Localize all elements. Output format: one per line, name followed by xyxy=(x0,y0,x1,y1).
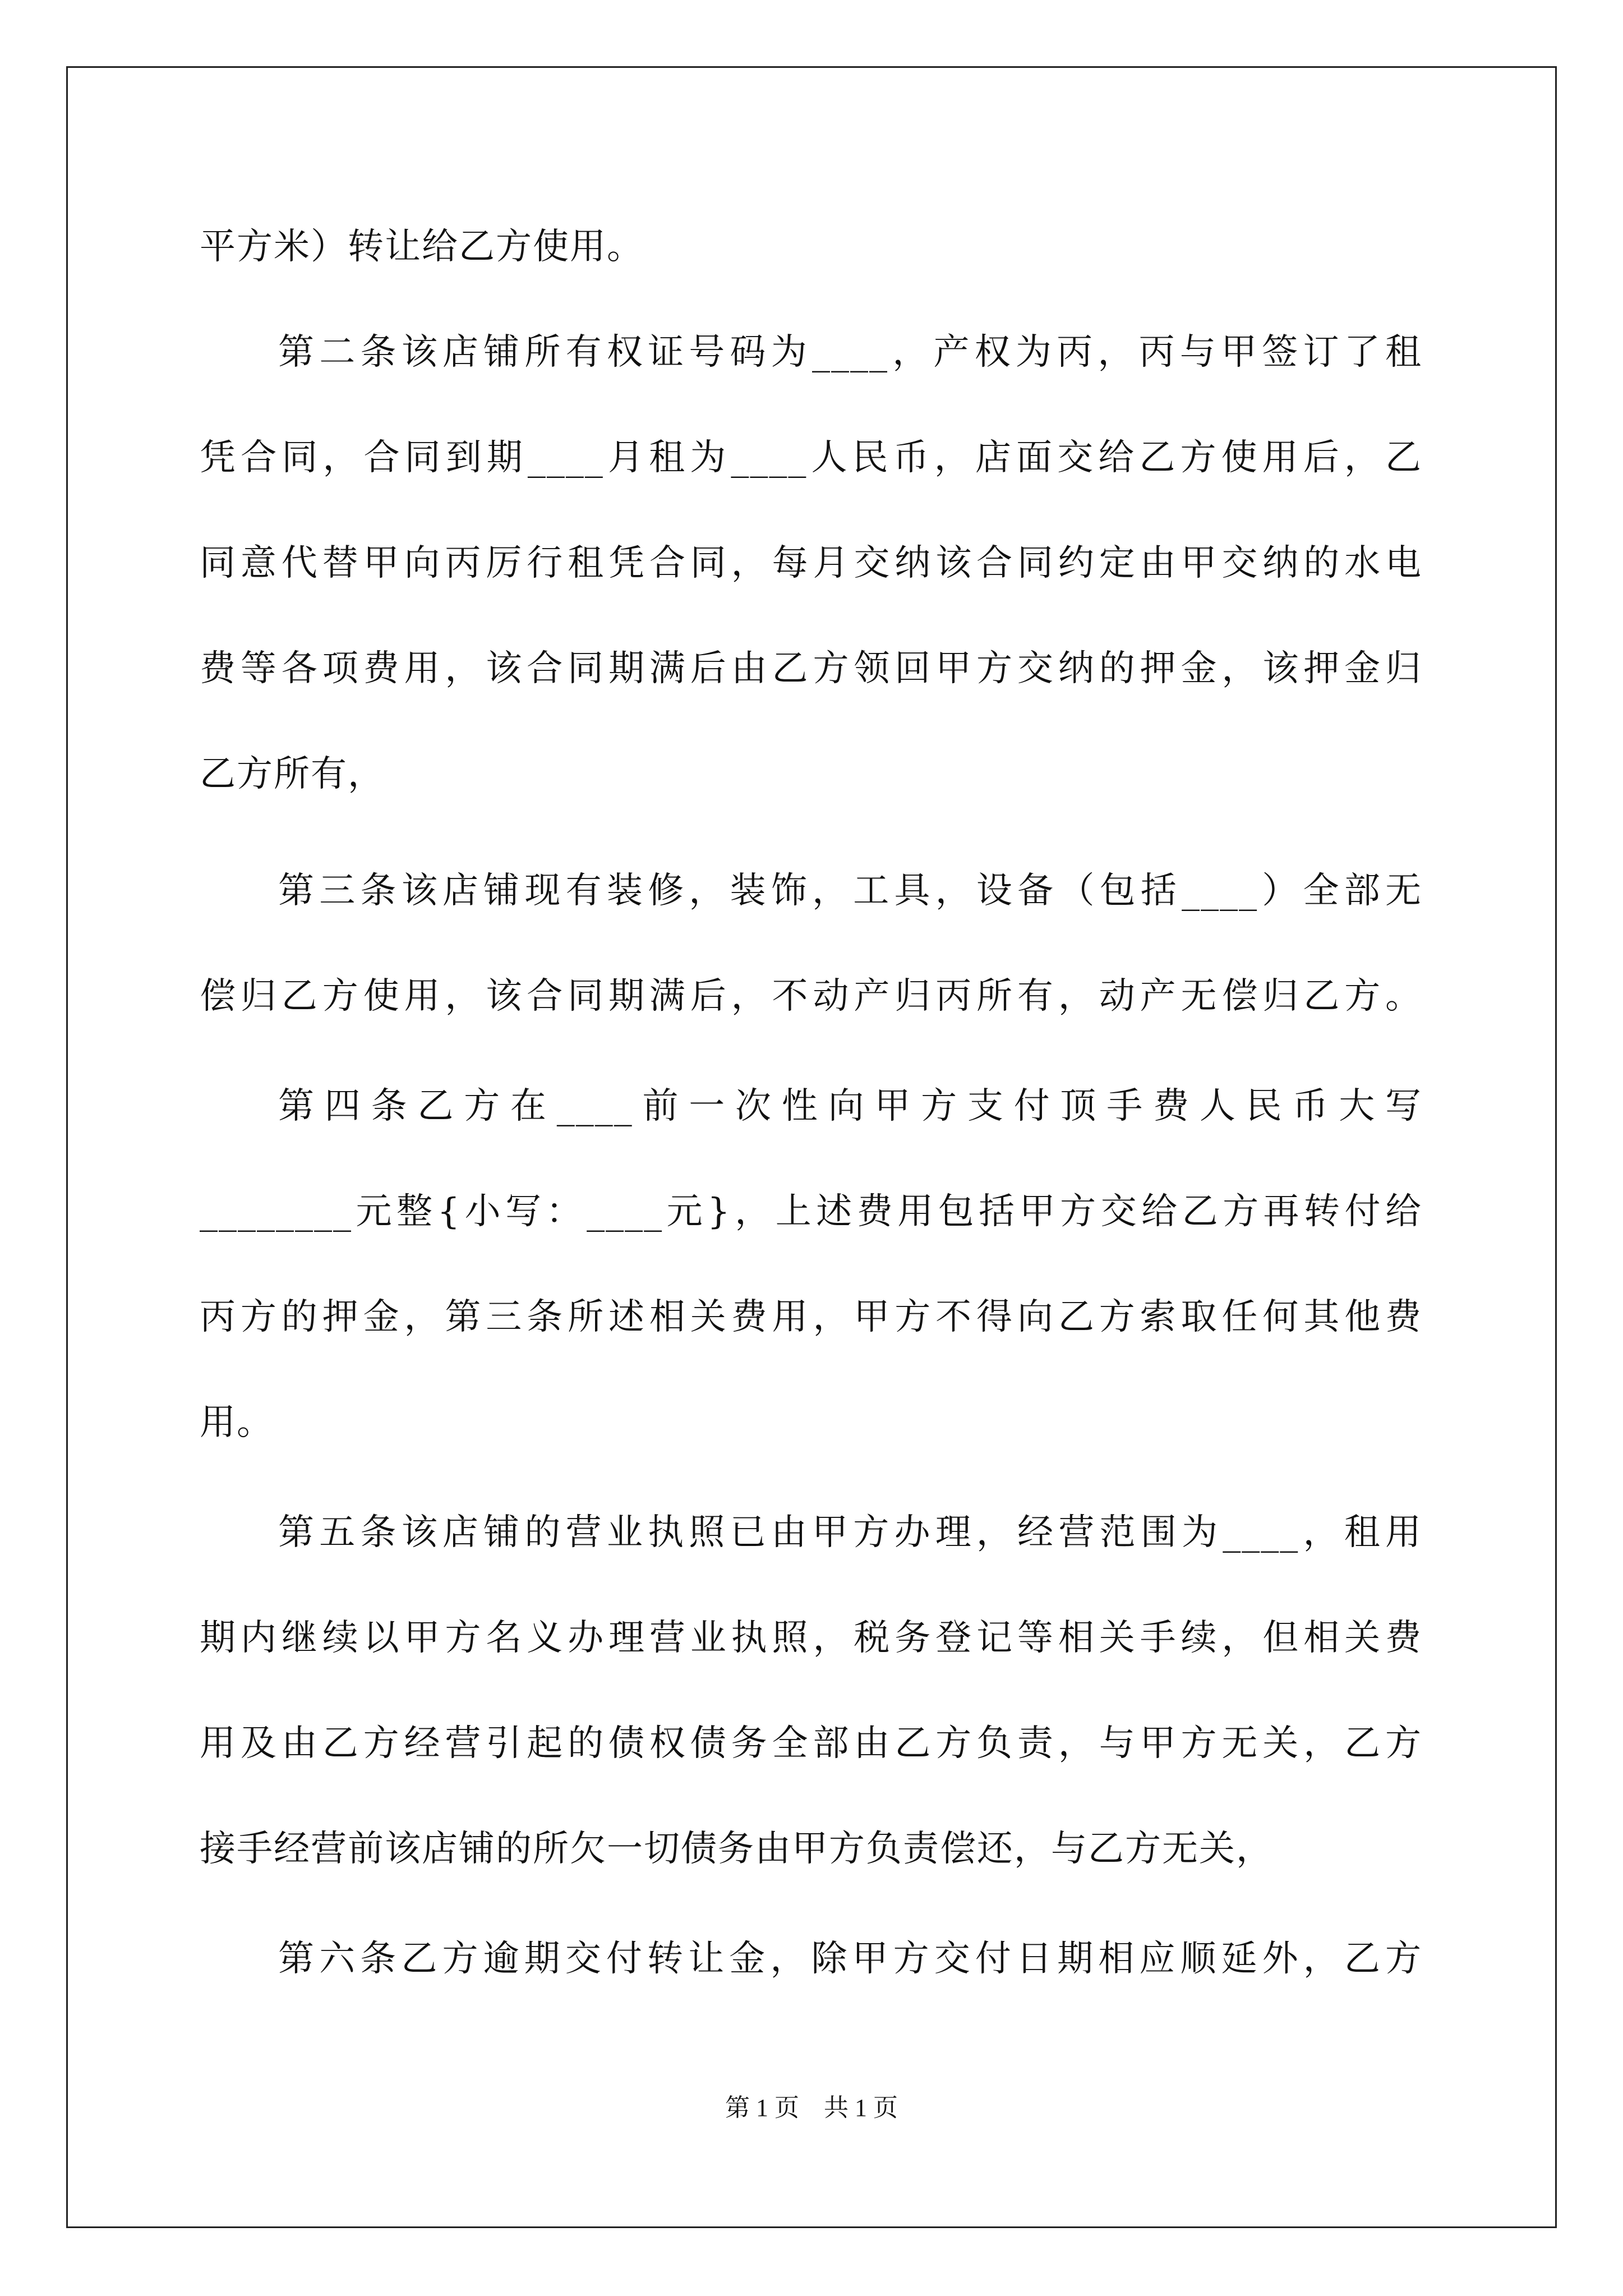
text-line: 第四条乙方在____前一次性向甲方支付顶手费人民币大写 xyxy=(278,1085,1422,1127)
text-line: 用。 xyxy=(200,1402,274,1443)
text-line: 第五条该店铺的营业执照已由甲方办理，经营范围为____，租用 xyxy=(278,1512,1422,1553)
page-number-footer: 第 1 页 共 1 页 xyxy=(725,2094,898,2122)
text-line: ________元整{小写：____元}，上述费用包括甲方交给乙方再转付给 xyxy=(200,1191,1422,1232)
text-line: 第六条乙方逾期交付转让金，除甲方交付日期相应顺延外，乙方 xyxy=(278,1938,1422,1980)
text-line: 期内继续以甲方名义办理营业执照，税务登记等相关手续，但相关费 xyxy=(200,1617,1422,1659)
text-line: 乙方所有， xyxy=(200,753,385,795)
text-line: 费等各项费用，该合同期满后由乙方领回甲方交纳的押金，该押金归 xyxy=(200,648,1422,689)
text-line: 接手经营前该店铺的所欠一切债务由甲方负责偿还，与乙方无关， xyxy=(200,1828,1273,1870)
page-border xyxy=(66,66,1557,2228)
text-line: 第三条该店铺现有装修，装饰，工具，设备（包括____）全部无 xyxy=(278,870,1422,912)
text-line: 第二条该店铺所有权证号码为____，产权为丙，丙与甲签订了租 xyxy=(278,332,1422,373)
text-line: 同意代替甲向丙厉行租凭合同，每月交纳该合同约定由甲交纳的水电 xyxy=(200,542,1422,584)
text-line: 丙方的押金，第三条所述相关费用，甲方不得向乙方索取任何其他费 xyxy=(200,1296,1422,1338)
text-line: 平方米）转让给乙方使用。 xyxy=(200,226,644,268)
text-line: 偿归乙方使用，该合同期满后，不动产归丙所有，动产无偿归乙方。 xyxy=(200,976,1422,1017)
text-line: 用及由乙方经营引起的债权债务全部由乙方负责，与甲方无关，乙方 xyxy=(200,1723,1422,1764)
text-line: 凭合同，合同到期____月租为____人民币，店面交给乙方使用后，乙 xyxy=(200,437,1422,478)
